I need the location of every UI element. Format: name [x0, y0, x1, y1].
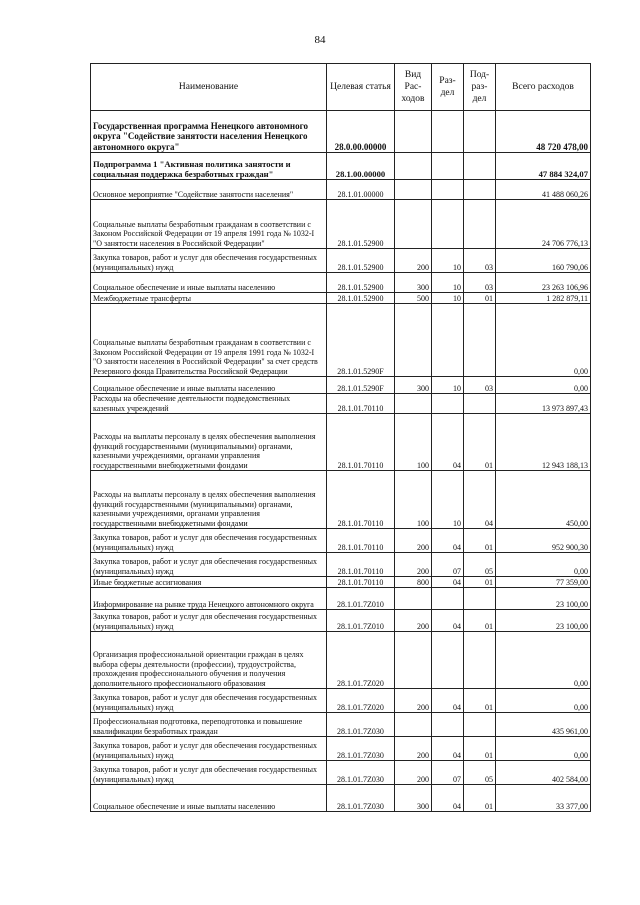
- row-total-cell: 1 282 879,11: [496, 293, 591, 304]
- row-subsection-cell: 03: [464, 377, 496, 394]
- row-target-cell: 28.1.01.52900: [327, 200, 395, 249]
- row-name-cell: Межбюджетные трансферты: [91, 293, 327, 304]
- row-section-cell: [432, 153, 464, 180]
- row-name-cell: Профессиональная подготовка, переподготовка и повышение квалификации безработных граждан: [91, 713, 327, 737]
- row-name-cell: Государственная программа Ненецкого автономного округа "Содействие занятости населения Ненецкого автономного округа": [91, 111, 327, 153]
- row-target-cell: 28.1.01.5290F: [327, 304, 395, 377]
- header-name: Наименование: [91, 64, 327, 111]
- row-total-cell: 12 943 188,13: [496, 414, 591, 471]
- row-section-cell: [432, 180, 464, 200]
- row-target-cell: 28.1.01.70110: [327, 529, 395, 553]
- table-row: [91, 414, 591, 471]
- row-section-cell: 04: [432, 529, 464, 553]
- row-total-cell: 0,00: [496, 737, 591, 761]
- row-section-cell: 10: [432, 273, 464, 293]
- row-subsection-cell: [464, 632, 496, 689]
- row-name-cell: Закупка товаров, работ и услуг для обеспечения государственных (муниципальных) нужд: [91, 553, 327, 577]
- table-row: [91, 588, 591, 610]
- row-kind-cell: [395, 588, 432, 610]
- budget-table: [90, 63, 591, 812]
- table-header-row: [91, 64, 591, 111]
- row-section-cell: 10: [432, 293, 464, 304]
- row-section-cell: 04: [432, 785, 464, 812]
- row-name-cell: Закупка товаров, работ и услуг для обеспечения государственных (муниципальных) нужд: [91, 529, 327, 553]
- row-kind-cell: [395, 394, 432, 414]
- table-row: [91, 577, 591, 588]
- row-name-cell: Информирование на рынке труда Ненецкого автономного округа: [91, 588, 327, 610]
- row-subsection-cell: [464, 200, 496, 249]
- row-kind-cell: 300: [395, 273, 432, 293]
- row-total-cell: 77 359,00: [496, 577, 591, 588]
- row-subsection-cell: [464, 153, 496, 180]
- table-row: [91, 632, 591, 689]
- row-kind-cell: [395, 304, 432, 377]
- row-name-cell: Расходы на выплаты персоналу в целях обеспечения выполнения функций государственными (муниципальными) органами, казенными учреждениями, органами управления государственными внебюджетными фондами: [91, 471, 327, 529]
- row-target-cell: 28.1.01.70110: [327, 394, 395, 414]
- row-total-cell: 23 263 106,96: [496, 273, 591, 293]
- row-section-cell: [432, 588, 464, 610]
- row-target-cell: 28.1.01.52900: [327, 249, 395, 273]
- row-target-cell: 28.1.01.7Z030: [327, 785, 395, 812]
- row-subsection-cell: 04: [464, 471, 496, 529]
- row-target-cell: 28.1.01.70110: [327, 414, 395, 471]
- table-row: [91, 304, 591, 377]
- row-name-cell: Социальное обеспечение и иные выплаты населению: [91, 377, 327, 394]
- row-kind-cell: [395, 200, 432, 249]
- row-total-cell: 952 900,30: [496, 529, 591, 553]
- row-name-cell: Подпрограмма 1 "Активная политика занятости и социальная поддержка безработных граждан": [91, 153, 327, 180]
- row-total-cell: 402 584,00: [496, 761, 591, 785]
- table-row: [91, 761, 591, 785]
- table-row: [91, 111, 591, 153]
- row-subsection-cell: 03: [464, 273, 496, 293]
- row-target-cell: 28.1.01.7Z030: [327, 761, 395, 785]
- row-target-cell: 28.1.01.7Z010: [327, 588, 395, 610]
- header-section: Раз-дел: [432, 64, 464, 111]
- row-total-cell: 0,00: [496, 632, 591, 689]
- row-total-cell: 0,00: [496, 689, 591, 713]
- row-subsection-cell: [464, 111, 496, 153]
- header-kind: Вид Рас-ходов: [395, 64, 432, 111]
- row-target-cell: 28.1.01.7Z020: [327, 689, 395, 713]
- row-kind-cell: 200: [395, 553, 432, 577]
- row-kind-cell: [395, 153, 432, 180]
- row-target-cell: 28.1.01.5290F: [327, 377, 395, 394]
- row-total-cell: 0,00: [496, 553, 591, 577]
- row-section-cell: 10: [432, 249, 464, 273]
- row-kind-cell: 200: [395, 689, 432, 713]
- header-target: Целевая статья: [327, 64, 395, 111]
- table-row: [91, 394, 591, 414]
- row-kind-cell: [395, 111, 432, 153]
- row-target-cell: 28.1.01.7Z010: [327, 610, 395, 632]
- row-subsection-cell: 01: [464, 293, 496, 304]
- row-target-cell: 28.0.00.00000: [327, 111, 395, 153]
- row-section-cell: [432, 200, 464, 249]
- row-subsection-cell: 01: [464, 610, 496, 632]
- row-section-cell: [432, 713, 464, 737]
- row-kind-cell: 500: [395, 293, 432, 304]
- table-row: [91, 610, 591, 632]
- row-total-cell: 160 790,06: [496, 249, 591, 273]
- row-subsection-cell: 05: [464, 761, 496, 785]
- row-kind-cell: [395, 713, 432, 737]
- row-kind-cell: 200: [395, 737, 432, 761]
- table-row: [91, 200, 591, 249]
- row-name-cell: Основное мероприятие "Содействие занятости населения": [91, 180, 327, 200]
- row-subsection-cell: 05: [464, 553, 496, 577]
- row-section-cell: 04: [432, 689, 464, 713]
- row-total-cell: 435 961,00: [496, 713, 591, 737]
- row-section-cell: 10: [432, 471, 464, 529]
- row-target-cell: 28.1.01.7Z030: [327, 737, 395, 761]
- table-row: [91, 713, 591, 737]
- table-row: [91, 553, 591, 577]
- table-row: [91, 377, 591, 394]
- row-total-cell: 24 706 776,13: [496, 200, 591, 249]
- table-row: [91, 529, 591, 553]
- table-body: [91, 111, 591, 812]
- row-total-cell: 23 100,00: [496, 610, 591, 632]
- table-row: [91, 249, 591, 273]
- row-section-cell: 07: [432, 553, 464, 577]
- row-name-cell: Социальные выплаты безработным гражданам в соответствии с Законом Российской Федерации от 19 апреля 1991 года № 1032-I "О занятости населения в Российской Федерации": [91, 200, 327, 249]
- row-total-cell: 0,00: [496, 304, 591, 377]
- row-subsection-cell: [464, 588, 496, 610]
- row-target-cell: 28.1.01.00000: [327, 180, 395, 200]
- page-number: 84: [314, 34, 326, 46]
- header-subsection: Под-раз-дел: [464, 64, 496, 111]
- row-section-cell: [432, 394, 464, 414]
- row-kind-cell: [395, 180, 432, 200]
- row-section-cell: 04: [432, 577, 464, 588]
- table-row: [91, 689, 591, 713]
- row-total-cell: 0,00: [496, 377, 591, 394]
- row-name-cell: Закупка товаров, работ и услуг для обеспечения государственных (муниципальных) нужд: [91, 610, 327, 632]
- row-subsection-cell: 01: [464, 577, 496, 588]
- row-name-cell: Закупка товаров, работ и услуг для обеспечения государственных (муниципальных) нужд: [91, 737, 327, 761]
- row-kind-cell: 100: [395, 471, 432, 529]
- table-row: [91, 471, 591, 529]
- table-row: [91, 785, 591, 812]
- row-section-cell: 04: [432, 610, 464, 632]
- row-subsection-cell: [464, 180, 496, 200]
- table-row: [91, 273, 591, 293]
- row-target-cell: 28.1.01.70110: [327, 577, 395, 588]
- row-name-cell: Расходы на выплаты персоналу в целях обеспечения выполнения функций государственными (муниципальными) органами, казенными учреждениями, органами управления государственными внебюджетными фондами: [91, 414, 327, 471]
- row-total-cell: 33 377,00: [496, 785, 591, 812]
- row-section-cell: 04: [432, 414, 464, 471]
- row-kind-cell: 200: [395, 610, 432, 632]
- row-name-cell: Закупка товаров, работ и услуг для обеспечения государственных (муниципальных) нужд: [91, 689, 327, 713]
- row-target-cell: 28.1.01.7Z020: [327, 632, 395, 689]
- row-target-cell: 28.1.01.52900: [327, 273, 395, 293]
- row-kind-cell: 300: [395, 377, 432, 394]
- row-subsection-cell: [464, 304, 496, 377]
- row-target-cell: 28.1.01.70110: [327, 553, 395, 577]
- row-subsection-cell: 01: [464, 529, 496, 553]
- table-row: [91, 293, 591, 304]
- row-section-cell: 10: [432, 377, 464, 394]
- row-kind-cell: 200: [395, 761, 432, 785]
- row-subsection-cell: [464, 713, 496, 737]
- row-name-cell: Закупка товаров, работ и услуг для обеспечения государственных (муниципальных) нужд: [91, 249, 327, 273]
- row-kind-cell: 800: [395, 577, 432, 588]
- row-section-cell: [432, 111, 464, 153]
- row-target-cell: 28.1.01.7Z030: [327, 713, 395, 737]
- row-name-cell: Расходы на обеспечение деятельности подведомственных казенных учреждений: [91, 394, 327, 414]
- row-total-cell: 23 100,00: [496, 588, 591, 610]
- row-subsection-cell: 01: [464, 689, 496, 713]
- row-total-cell: 48 720 478,00: [496, 111, 591, 153]
- row-target-cell: 28.1.00.00000: [327, 153, 395, 180]
- row-section-cell: 04: [432, 737, 464, 761]
- table-row: [91, 153, 591, 180]
- row-kind-cell: 300: [395, 785, 432, 812]
- header-total: Всего расходов: [496, 64, 591, 111]
- row-section-cell: 07: [432, 761, 464, 785]
- row-subsection-cell: 01: [464, 414, 496, 471]
- row-kind-cell: 200: [395, 249, 432, 273]
- row-name-cell: Закупка товаров, работ и услуг для обеспечения государственных (муниципальных) нужд: [91, 761, 327, 785]
- row-section-cell: [432, 304, 464, 377]
- row-target-cell: 28.1.01.52900: [327, 293, 395, 304]
- row-subsection-cell: 01: [464, 737, 496, 761]
- row-name-cell: Организация профессиональной ориентации граждан в целях выбора сферы деятельности (профессии), трудоустройства, прохождения профессионального обучения и получения дополнительного профессионального образования: [91, 632, 327, 689]
- row-name-cell: Социальные выплаты безработным гражданам в соответствии с Законом Российской Федерации от 19 апреля 1991 года № 1032-I "О занятости населения в Российской Федерации" за счет средств Резервного фонда Правительства Российской Федерации: [91, 304, 327, 377]
- row-kind-cell: [395, 632, 432, 689]
- row-subsection-cell: 03: [464, 249, 496, 273]
- table-row: [91, 180, 591, 200]
- row-total-cell: 47 884 324,07: [496, 153, 591, 180]
- row-total-cell: 450,00: [496, 471, 591, 529]
- table-row: [91, 737, 591, 761]
- row-name-cell: Социальное обеспечение и иные выплаты населению: [91, 273, 327, 293]
- row-target-cell: 28.1.01.70110: [327, 471, 395, 529]
- row-kind-cell: 200: [395, 529, 432, 553]
- row-name-cell: Иные бюджетные ассигнования: [91, 577, 327, 588]
- row-subsection-cell: [464, 394, 496, 414]
- row-total-cell: 41 488 060,26: [496, 180, 591, 200]
- row-kind-cell: 100: [395, 414, 432, 471]
- row-total-cell: 13 973 897,43: [496, 394, 591, 414]
- row-subsection-cell: 01: [464, 785, 496, 812]
- row-name-cell: Социальное обеспечение и иные выплаты населению: [91, 785, 327, 812]
- row-section-cell: [432, 632, 464, 689]
